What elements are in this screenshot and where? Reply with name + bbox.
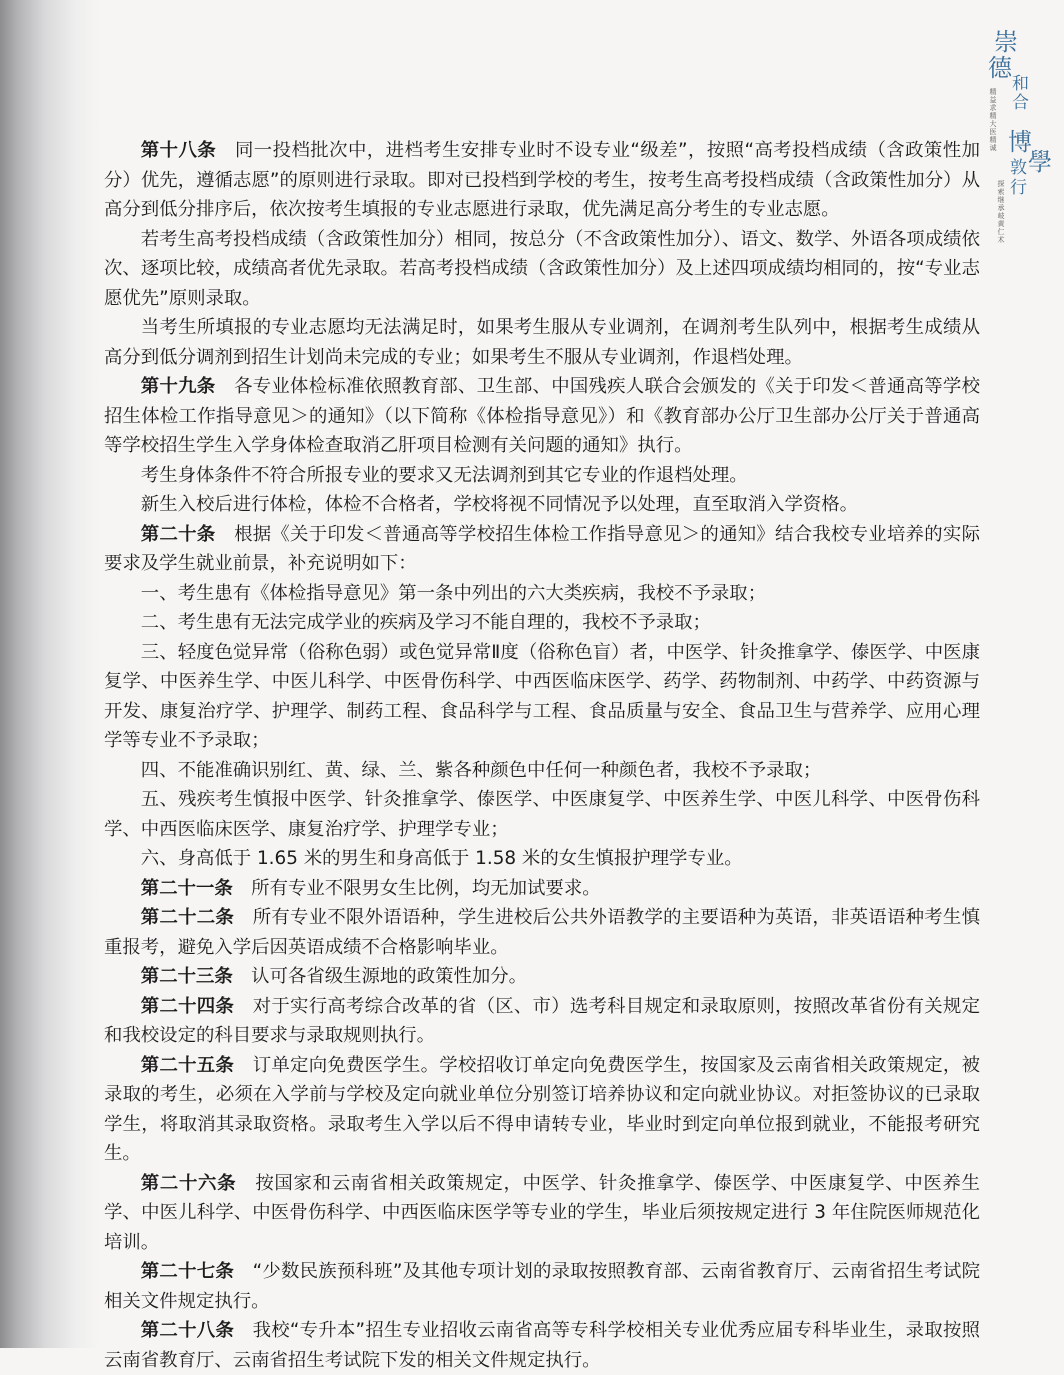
paragraph-text: 新生入校后进行体检，体检不合格者，学校将视不同情况予以处理，直至取消入学资格。 <box>140 494 859 515</box>
paragraph-text: 五、残疾考生慎报中医学、针灸推拿学、傣医学、中医康复学、中医养生学、中医儿科学、中医骨伤科学、中西医临床医学、康复治疗学、护理学专业； <box>104 789 980 840</box>
book-spine-shadow <box>0 0 100 1348</box>
school-motto-logo <box>988 30 1050 270</box>
paragraph-text: 四、不能准确识别红、黄、绿、兰、紫各种颜色中任何一种颜色者，我校不予录取； <box>140 759 822 781</box>
motto-subtext-right: 探索继承岐黄仁术 <box>997 180 1005 244</box>
paragraph <box>104 608 980 638</box>
motto-char: 學 <box>1028 148 1052 176</box>
paragraph-text: 考生身体条件不符合所报专业的要求又无法调剂到其它专业的作退档处理。 <box>140 464 748 486</box>
paragraph <box>104 1051 980 1169</box>
paragraph <box>104 1257 980 1316</box>
paragraph <box>104 490 980 520</box>
article-number: 第二十四条 <box>140 995 235 1017</box>
paragraph-text: 一、考生患有《体检指导意见》第一条中列出的六大类疾病，我校不予录取； <box>140 582 767 604</box>
paragraph-text: 二、考生患有无法完成学业的疾病及学习不能自理的，我校不予录取； <box>140 612 711 633</box>
motto-char: 行 <box>1010 178 1027 198</box>
paragraph <box>104 638 980 756</box>
paragraph <box>104 1169 980 1258</box>
paragraph-text: 各专业体检标准依照教育部、卫生部、中国残疾人联合会颁发的《关于印发＜普通高等学校招生体检工作指导意见＞的通知》（以下简称《体检指导意见》）和《教育部办公厅卫生部办公厅关于普通高等学校招生学生入学身体检查取消乙肝项目检测有关问题的通知》执行。 <box>104 376 980 456</box>
motto-subtext-left: 精益求精大医精诚 <box>989 88 997 152</box>
paragraph-text: 认可各省级生源地的政策性加分。 <box>251 966 528 987</box>
admission-rules-body <box>104 136 980 1375</box>
paragraph-text: 按国家和云南省相关政策规定，中医学、针灸推拿学、傣医学、中医康复学、中医养生学、中医儿科学、中医骨伤科学、中西医临床医学等专业的学生，毕业后须按规定进行 3 年住院医师规范化培训。 <box>104 1172 980 1253</box>
paragraph-text: 三、轻度色觉异常（俗称色弱）或色觉异常Ⅱ度（俗称色盲）者，中医学、针灸推拿学、傣医学、中医康复学、中医养生学、中医儿科学、中医骨伤科学、中西医临床医学、药学、药物制剂、中药学、中药资源与开发、康复治疗学、护理学、制药工程、食品科学与工程、食品质量与安全、食品卫生与营养学、应用心理学等专业不予录取； <box>104 641 980 751</box>
paragraph <box>104 313 980 372</box>
article-number: 第二十六条 <box>140 1172 237 1194</box>
article-number: 第二十一条 <box>140 877 233 899</box>
paragraph-text: 我校“专升本”招生专业招收云南省高等专科学校相关专业优秀应届专科毕业生，录取按照云南省教育厅、云南省招生考试院下发的相关文件规定执行。 <box>104 1320 980 1371</box>
article-number: 第十八条 <box>140 140 217 161</box>
paragraph <box>104 785 980 844</box>
paragraph <box>104 520 980 579</box>
paragraph-text: 对于实行高考综合改革的省（区、市）选考科目规定和录取原则，按照改革省份有关规定和我校设定的科目要求与录取规则执行。 <box>104 995 980 1046</box>
motto-char: 博 <box>1008 128 1032 156</box>
paragraph <box>104 461 980 491</box>
paragraph <box>104 992 980 1051</box>
article-number: 第二十二条 <box>140 907 235 928</box>
paragraph-text: 所有专业不限男女生比例，均无加试要求。 <box>251 877 601 899</box>
motto-char: 和 <box>1012 74 1029 94</box>
article-number: 第二十七条 <box>140 1261 234 1282</box>
paragraph-text: 若考生高考投档成绩（含政策性加分）相同，按总分（不含政策性加分）、语文、数学、外语各项成绩依次、逐项比较，成绩高者优先录取。若高考投档成绩（含政策性加分）及上述四项成绩均相同的，按“专业志愿优先”原则录取。 <box>104 228 980 309</box>
paragraph-text: 当考生所填报的专业志愿均无法满足时，如果考生服从专业调剂，在调剂考生队列中，根据考生成绩从高分到低分调剂到招生计划尚未完成的专业；如果考生不服从专业调剂，作退档处理。 <box>104 317 980 368</box>
paragraph-text: “少数民族预科班”及其他专项计划的录取按照教育部、云南省教育厅、云南省招生考试院相关文件规定执行。 <box>104 1261 980 1312</box>
motto-char: 合 <box>1012 93 1029 113</box>
paragraph-text: 同一投档批次中，进档考生安排专业时不设专业“级差”，按照“高考投档成绩（含政策性加分）优先，遵循志愿”的原则进行录取。即对已投档到学校的考生，按考生高考投档成绩（含政策性加分）从高分到低分排序后，依次按考生填报的专业志愿进行录取，优先满足高分考生的专业志愿。 <box>104 140 980 220</box>
article-number: 第二十五条 <box>140 1054 235 1076</box>
motto-char: 崇 <box>994 28 1018 56</box>
article-number: 第十九条 <box>140 376 216 397</box>
paragraph-text: 所有专业不限外语语种，学生进校后公共外语教学的主要语种为英语，非英语语种考生慎重报考，避免入学后因英语成绩不合格影响毕业。 <box>104 907 980 958</box>
article-number: 第二十八条 <box>140 1320 234 1341</box>
paragraph <box>104 962 980 992</box>
paragraph <box>104 874 980 904</box>
paragraph <box>104 225 980 314</box>
paragraph-text: 六、身高低于 1.65 米的男生和身高低于 1.58 米的女生慎报护理学专业。 <box>140 848 743 869</box>
motto-char: 德 <box>988 54 1012 82</box>
paragraph <box>104 1316 980 1375</box>
article-number: 第二十条 <box>140 523 216 545</box>
paragraph-text: 订单定向免费医学生。学校招收订单定向免费医学生，按国家及云南省相关政策规定，被录取的考生，必须在入学前与学校及定向就业单位分别签订培养协议和定向就业协议。对拒签协议的已录取学生，将取消其录取资格。录取考生入学以后不得申请转专业，毕业时到定向单位报到就业，不能报考研究生。 <box>104 1054 980 1164</box>
paragraph <box>104 903 980 962</box>
article-number: 第二十三条 <box>140 966 233 987</box>
paragraph <box>104 844 980 874</box>
paragraph <box>104 579 980 609</box>
paragraph <box>104 756 980 786</box>
paragraph <box>104 136 980 225</box>
motto-char: 敦 <box>1010 158 1027 178</box>
paragraph <box>104 372 980 461</box>
paragraph-text: 根据《关于印发＜普通高等学校招生体检工作指导意见＞的通知》结合我校专业培养的实际要求及学生就业前景，补充说明如下： <box>104 523 980 574</box>
